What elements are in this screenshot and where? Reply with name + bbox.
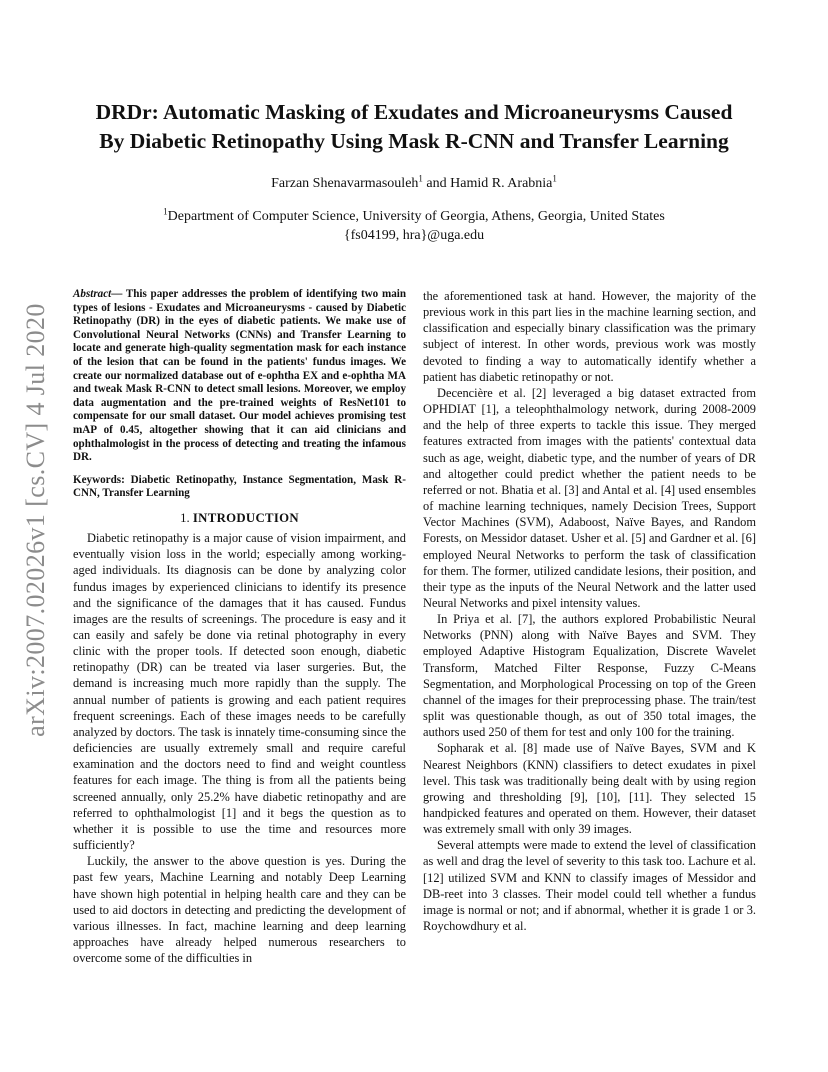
affil-marker: 1 bbox=[163, 206, 168, 217]
affiliation-block bbox=[0, 207, 828, 245]
abstract-text: — This paper addresses the problem of identifying two main types of lesions - Exudates and Microaneurysms - caused by Diabetic Retinopathy (DR) in the eyes of diabetic patients. We make use of Convolutional Neural Networks (CNNs) and Transfer Learning to locate and generate high-quality segmentation mask for each instance of the lesion that can be found in the patients' fundus images. We create our normalized database out of e-ophtha EX and e-ophtha MA and tweak Mask R-CNN to detect small lesions. Moreover, we employ data augmentation and the pre-trained weights of ResNet101 to compensate for our small dataset. Our model achieves promising test mAP of 0.45, altogether showing that it can aid clinicians and ophthalmologist in the process of detecting and treating the infamous DR. bbox=[73, 288, 406, 464]
paragraph: In Priya et al. [7], the authors explored Probabilistic Neural Networks (PNN) along with Naïve Bayes and SVM. They employed Adaptive Histogram Equalization, Discrete Wavelet Transform, Matched Filter Response, Fuzzy C-Means Segmentation, and Morphological Processing on top of the Green channel of the images for their preprocessing phase. The train/test split was questionable though, as out of 350 total images, the authors used 250 of them for test and only 100 for the training. bbox=[423, 612, 756, 740]
author-affil-marker: 1 bbox=[418, 173, 423, 184]
title-line-1: DRDr: Automatic Masking of Exudates and Microaneurysms Caused bbox=[95, 100, 733, 124]
arxiv-identifier-stamp bbox=[6, 300, 66, 740]
right-column bbox=[423, 288, 756, 934]
abstract bbox=[73, 288, 406, 465]
section-heading bbox=[73, 510, 406, 526]
arxiv-id-text: arXiv:2007.02026v1 [cs.CV] 4 Jul 2020 bbox=[21, 303, 50, 737]
paragraph: Decencière et al. [2] leveraged a big dataset extracted from OPHDIAT [1], a teleophthalmology network, during 2008-2009 and the help of three experts to tackle this issue. They merged features extracted from images with the patients' contextual data such as age, weight, diabetic type, and the number of years of DR and altogether could predict whether the patient needs to be referred or not. Bhatia et al. [3] and Antal et al. [4] used ensembles of machine learning techniques, namely Decision Trees, Support Vector Machines (SVM), Adaboost, Naïve Bayes, and Random Forests, on Messidor dataset. Usher et al. [5] and Gardner et al. [6] employed Neural Networks to perform the task of classification for them. The former, utilized candidate lesions, their position, and their type as the inputs of the Neural Network and the latter used Neural Networks and pixel intensity values. bbox=[423, 385, 756, 610]
author-emails: {fs04199, hra}@uga.edu bbox=[343, 228, 485, 243]
section-number: 1. bbox=[180, 510, 190, 525]
author-name: Farzan Shenavarmasouleh bbox=[271, 176, 419, 191]
affiliation-text: Department of Computer Science, University of Georgia, Athens, Georgia, United States bbox=[167, 209, 665, 224]
abstract-label: Abstract bbox=[73, 288, 112, 300]
author-affil-marker: 1 bbox=[552, 173, 557, 184]
paper-title bbox=[50, 98, 778, 156]
paragraph: the aforementioned task at hand. However, the majority of the previous work in this part lies in the machine learning section, and classification and especially binary classification was the primary subject of interest. In other words, previous work was mostly devoted to finding a way to automatically identify whether a patient has diabetic retinopathy or not. bbox=[423, 289, 756, 384]
author-name: Hamid R. Arabnia bbox=[450, 176, 553, 191]
paragraph: Sopharak et al. [8] made use of Naïve Bayes, SVM and K Nearest Neighbors (KNN) classifiers to detect exudates in pixel level. This task was traditionally being dealt with by using region growing and thresholding [9], [10], [11]. They selected 15 handpicked features and operated on them. However, their dataset was extremely small with only 39 images. bbox=[423, 741, 756, 837]
title-line-2: By Diabetic Retinopathy Using Mask R-CNN and Transfer Learning bbox=[99, 129, 729, 153]
author-conjunction: and bbox=[422, 176, 451, 191]
left-column bbox=[73, 288, 406, 966]
author-list bbox=[0, 173, 828, 192]
section-title: INTRODUCTION bbox=[192, 510, 299, 525]
paragraph: Luckily, the answer to the above question is yes. During the past few years, Machine Learning and notably Deep Learning have shown high potential in helping health care and they can be used to aid doctors in detecting and predicting the development of various illnesses. In fact, machine learning and deep learning approaches have already helped numerous researchers to overcome some of the difficulties in bbox=[73, 854, 406, 966]
paragraph: Several attempts were made to extend the level of classification as well and drag the level of severity to this task too. Lachure et al. [12] utilized SVM and KNN to classify images of Messidor and DB-reet into 3 classes. Their model could tell whether a fundus image is normal or not; and if abnormal, whether it is grade 1 or 3. Roychowdhury et al. bbox=[423, 838, 756, 934]
paragraph: Diabetic retinopathy is a major cause of vision impairment, and eventually vision loss in the world; especially among working-aged individuals. Its diagnosis can be done by analyzing color fundus images by experienced clinicians to identify its presence and the significance of the damages that it has caused. Fundus images are the results of screenings. The procedure is easy and it can easily and safely be done via retinal photography in every clinic with the proper tools. If detected soon enough, diabetic retinopathy (DR) can be treated via laser surgeries. But, the demand is increasing much more rapidly than the supply. The annual number of patients is growing and each patient requires frequent screenings. Each of these images needs to be carefully analyzed by doctors. The task is innately time-consuming since the deficiencies are usually extremely small and require careful examination and the doctors need to find and weight countless features for each image. The thing is from all the patients being screened annually, only 25.2% have diabetic retinopathy and are referred to ophthalmologist [1] and it begs the question as to whether it is possible to use the time and resources more sufficiently? bbox=[73, 531, 406, 853]
keywords: Keywords: Diabetic Retinopathy, Instance Segmentation, Mask R-CNN, Transfer Learning bbox=[73, 473, 406, 500]
